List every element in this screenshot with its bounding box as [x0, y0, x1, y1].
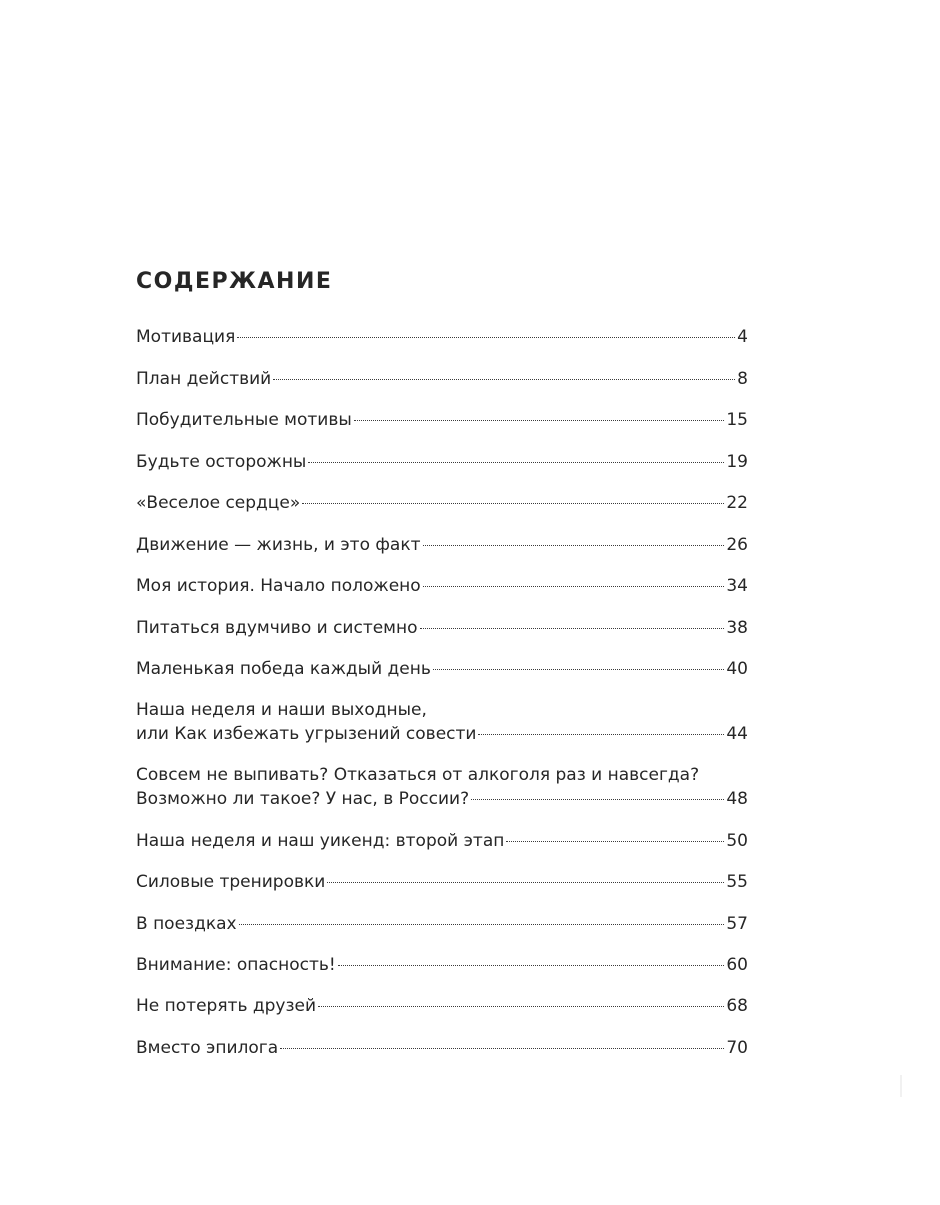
toc-dot-leader	[280, 1048, 724, 1049]
toc-dot-leader	[423, 586, 725, 587]
toc-entry-title: Вместо эпилога	[136, 1038, 279, 1058]
toc-dot-leader	[302, 503, 724, 504]
toc-entry-page: 44	[726, 724, 748, 744]
toc-entry	[136, 408, 748, 432]
toc-entry-line	[136, 829, 748, 853]
toc-entry-line	[136, 870, 748, 894]
toc-dot-leader	[471, 799, 724, 800]
toc-entry-title: Силовые тренировки	[136, 872, 326, 892]
toc-entry-title: Движение — жизнь, и это факт	[136, 535, 421, 555]
toc-entry	[136, 1036, 748, 1060]
toc-entry-line	[136, 533, 748, 557]
toc-entry	[136, 367, 748, 391]
toc-entry-title: «Веселое сердце»	[136, 493, 301, 513]
toc-entry-title: Внимание: опасность!	[136, 955, 336, 975]
toc-entry-title: Питаться вдумчиво и системно	[136, 618, 418, 638]
toc-entry-page: 34	[726, 576, 748, 596]
toc-dot-leader	[420, 628, 725, 629]
toc-dot-leader	[423, 545, 725, 546]
toc-entry-line	[136, 491, 748, 515]
toc-entry-line	[136, 574, 748, 598]
toc-entry-line	[136, 787, 748, 811]
toc-entry-page: 26	[726, 535, 748, 555]
toc-entry-title-lead: Совсем не выпивать? Отказаться от алкоголя раз и навсегда?	[136, 765, 700, 785]
toc-heading: СОДЕРЖАНИЕ	[136, 269, 333, 294]
toc-entry	[136, 870, 748, 894]
toc-entry-line	[136, 1036, 748, 1060]
toc-entry	[136, 763, 748, 811]
toc-entry-page: 55	[726, 872, 748, 892]
toc-entry	[136, 325, 748, 349]
toc-entry	[136, 994, 748, 1018]
toc-entry-line	[136, 912, 748, 936]
toc-entry	[136, 912, 748, 936]
toc-entry-line	[136, 657, 748, 681]
toc-entry-page: 48	[726, 789, 748, 809]
toc-entry-page: 68	[726, 996, 748, 1016]
toc-entry-page: 19	[726, 452, 748, 472]
toc-entry-title: Побудительные мотивы	[136, 410, 352, 430]
toc-entry	[136, 829, 748, 853]
toc-entry-title: Моя история. Начало положено	[136, 576, 421, 596]
toc-entry-title: Мотивация	[136, 327, 236, 347]
toc-dot-leader	[338, 965, 725, 966]
toc-entry	[136, 533, 748, 557]
toc-entry-line	[136, 367, 748, 391]
toc-entry-page: 57	[726, 914, 748, 934]
toc-entry	[136, 574, 748, 598]
toc-entry-title: В поездках	[136, 914, 237, 934]
toc-entry-title: Наша неделя и наш уикенд: второй этап	[136, 831, 505, 851]
toc-entry	[136, 450, 748, 474]
toc-dot-leader	[239, 924, 725, 925]
toc-entry-page: 60	[726, 955, 748, 975]
toc-dot-leader	[237, 337, 735, 338]
toc-dot-leader	[354, 420, 725, 421]
toc-entry-title: или Как избежать угрызений совести	[136, 724, 477, 744]
toc-entry-line	[136, 408, 748, 432]
toc-entry-line	[136, 325, 748, 349]
toc-entry-title: Маленькая победа каждый день	[136, 659, 431, 679]
toc-entry-line	[136, 953, 748, 977]
toc-entry	[136, 657, 748, 681]
toc-entry	[136, 953, 748, 977]
toc-dot-leader	[433, 669, 724, 670]
toc-entry-title: Будьте осторожны	[136, 452, 307, 472]
toc-entry-title-lead: Наша неделя и наши выходные,	[136, 700, 427, 720]
toc-entry-page: 38	[726, 618, 748, 638]
toc-entry-page: 40	[726, 659, 748, 679]
toc-entry-line	[136, 616, 748, 640]
page-edge-mark	[900, 1075, 902, 1097]
toc-entry-page: 22	[726, 493, 748, 513]
toc-entry-line	[136, 994, 748, 1018]
toc-entry	[136, 698, 748, 746]
toc-dot-leader	[506, 841, 724, 842]
toc-entry-page: 4	[737, 327, 748, 347]
toc-dot-leader	[308, 462, 724, 463]
toc-entry-line	[136, 722, 748, 746]
toc-entry-page: 15	[726, 410, 748, 430]
toc-entry-title: Не потерять друзей	[136, 996, 317, 1016]
toc-entry-page: 70	[726, 1038, 748, 1058]
toc-entry-line	[136, 450, 748, 474]
toc-entry-page: 50	[726, 831, 748, 851]
toc-entry-page: 8	[737, 369, 748, 389]
toc-dot-leader	[318, 1006, 724, 1007]
toc-entry	[136, 616, 748, 640]
toc-entry	[136, 491, 748, 515]
toc-dot-leader	[273, 379, 735, 380]
toc-entry-title: Возможно ли такое? У нас, в России?	[136, 789, 470, 809]
toc-entry-title: План действий	[136, 369, 272, 389]
toc-dot-leader	[478, 734, 724, 735]
toc-dot-leader	[327, 882, 724, 883]
